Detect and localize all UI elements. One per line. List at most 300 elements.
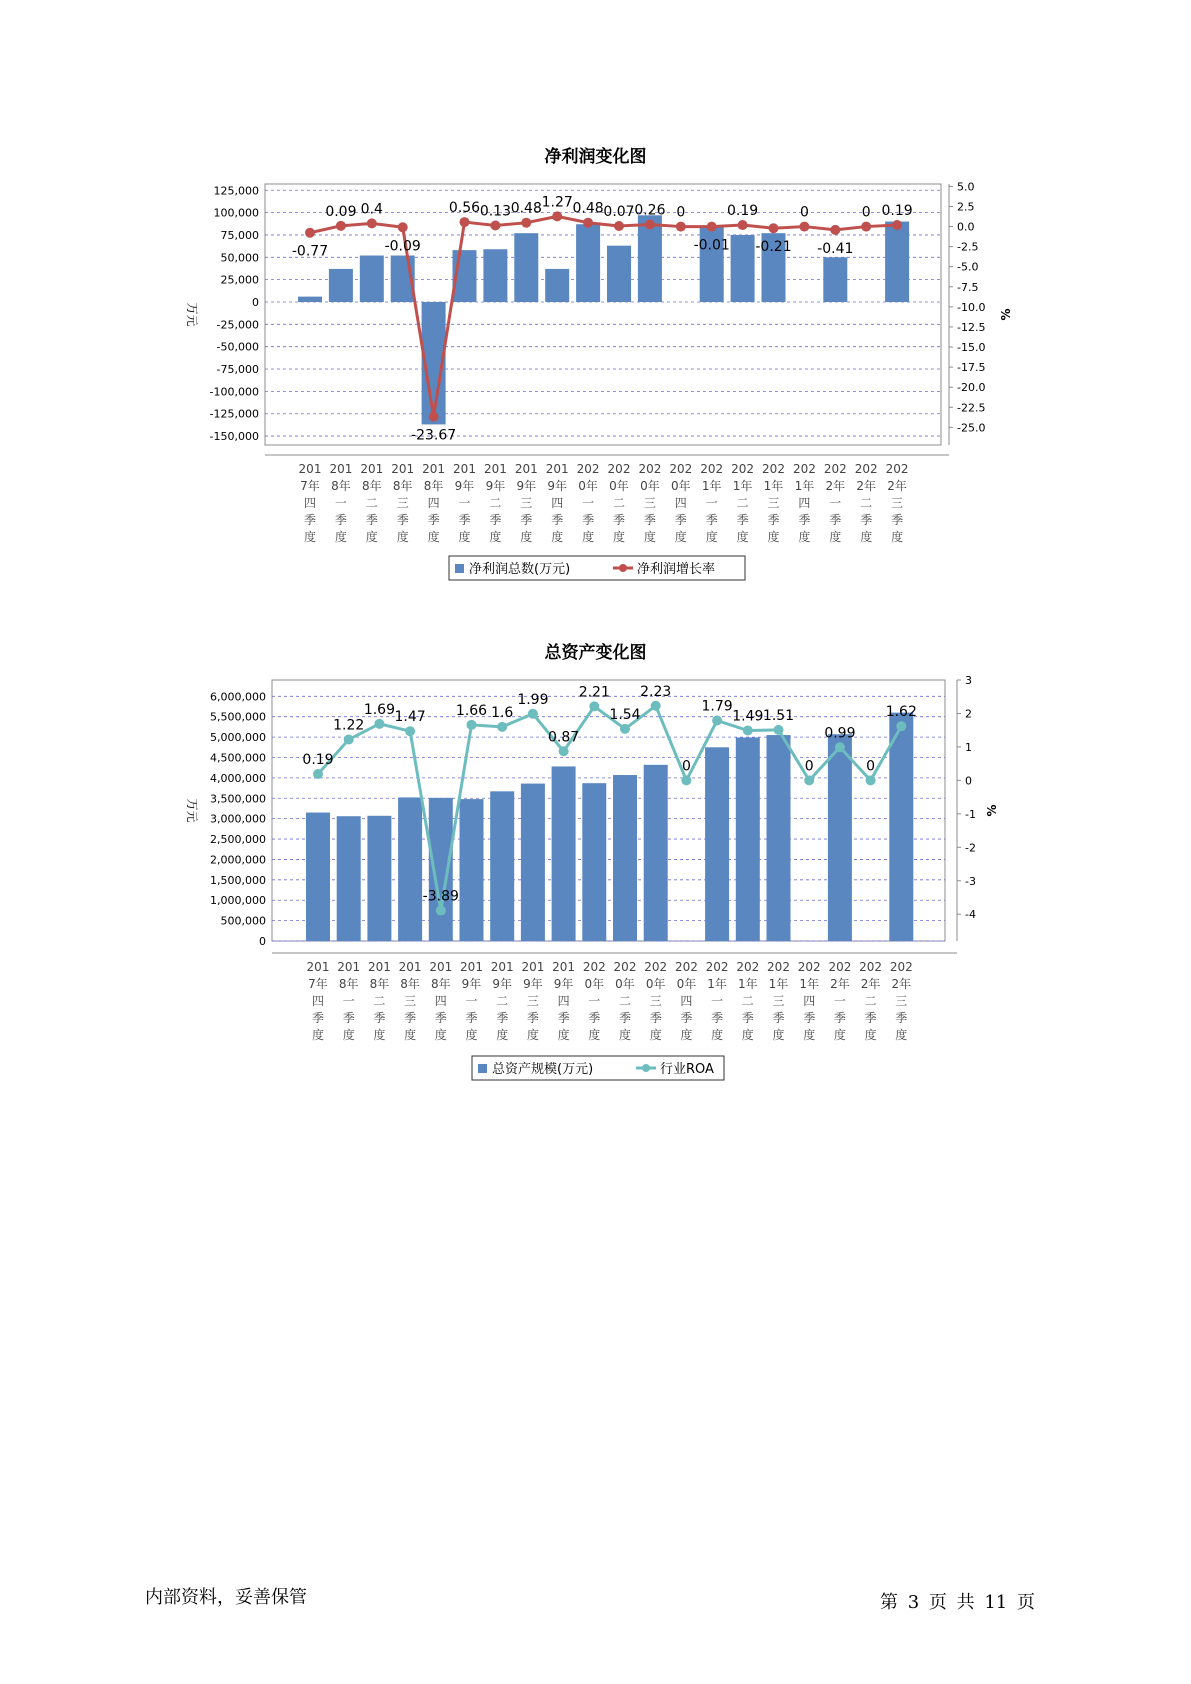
data-label-13: 1.79 [701, 698, 733, 715]
x-tick-label: 三 [649, 994, 662, 1008]
x-tick-label: 9年 [485, 479, 506, 493]
x-tick-label: 202 [823, 462, 847, 476]
x-tick-label: 201 [391, 462, 415, 476]
data-label-13: -0.01 [693, 237, 730, 254]
x-tick-label: 201 [337, 960, 361, 974]
x-tick-label: 季 [680, 1011, 693, 1025]
x-tick-label: 度 [303, 530, 317, 544]
bar-1 [337, 816, 361, 941]
x-tick-label: 四 [557, 994, 570, 1008]
x-tick-label: 0年 [578, 479, 598, 493]
net-profit-chart-title: 净利润变化图 [544, 147, 647, 167]
x-tick-label: 度 [895, 1028, 908, 1042]
x-tick-label: 8年 [361, 479, 382, 493]
x-tick-label: 季 [833, 1011, 846, 1025]
x-tick-label: 201 [360, 462, 384, 476]
y-tick-label: 125,000 [213, 184, 259, 198]
x-tick-label: 四 [303, 496, 317, 510]
x-tick-label: 8年 [392, 479, 413, 493]
y2-tick-label: -5.0 [957, 260, 979, 274]
line-point-11 [645, 219, 655, 229]
line-point-8 [552, 211, 562, 221]
x-tick-label: 8年 [423, 479, 444, 493]
y-tick-label: 100,000 [213, 206, 259, 220]
y-tick-label: 1,000,000 [210, 894, 266, 908]
bar-13 [705, 747, 729, 941]
line-point-16 [804, 775, 814, 785]
x-tick-label: 季 [489, 513, 502, 527]
y-tick-label: 3,500,000 [210, 792, 266, 806]
line-point-14 [738, 220, 748, 230]
x-tick-label: 1年 [799, 977, 820, 991]
y2-tick-label: -4 [965, 908, 976, 922]
data-label-19: 1.62 [885, 704, 917, 721]
x-tick-label: 202 [885, 462, 909, 476]
x-tick-label: 202 [607, 462, 631, 476]
x-tick-label: 二 [864, 994, 877, 1008]
x-tick-label: 9年 [547, 479, 568, 493]
x-tick-label: 1年 [768, 977, 789, 991]
x-tick-label: 度 [526, 1028, 539, 1042]
line-point-10 [620, 724, 630, 734]
x-tick-label: 201 [429, 960, 453, 974]
y-tick-label: -50,000 [216, 340, 259, 354]
x-tick-label: 201 [490, 960, 514, 974]
y2-tick-label: -20.0 [957, 381, 986, 395]
data-label-1: 1.22 [333, 717, 365, 734]
x-tick-label: 202 [828, 960, 852, 974]
y-tick-label: 2,000,000 [210, 853, 266, 867]
data-label-12: 0 [676, 204, 686, 221]
line-point-10 [614, 221, 624, 231]
x-tick-label: 四 [680, 994, 693, 1008]
line-point-7 [528, 709, 538, 719]
data-label-10: 1.54 [609, 706, 641, 723]
x-tick-label: 一 [458, 496, 471, 510]
line-point-5 [467, 720, 477, 730]
x-tick-label: 201 [453, 462, 476, 476]
x-tick-label: 一 [833, 994, 846, 1008]
x-tick-label: 度 [680, 1028, 693, 1042]
line-point-9 [583, 218, 593, 228]
x-tick-label: 202 [700, 462, 724, 476]
line-point-1 [344, 735, 354, 745]
line-point-8 [559, 746, 569, 756]
y2-tick-label: 2 [965, 707, 972, 721]
x-tick-label: 202 [613, 960, 637, 974]
bar-9 [576, 224, 600, 302]
x-tick-label: 季 [860, 513, 873, 527]
line-point-12 [681, 775, 691, 785]
x-tick-label: 7年 [308, 977, 328, 991]
legend-bar-swatch [455, 564, 464, 573]
x-tick-label: 季 [612, 513, 626, 527]
x-tick-label: 四 [803, 994, 816, 1008]
x-tick-label: 0年 [676, 977, 697, 991]
x-tick-label: 度 [741, 1028, 754, 1042]
x-tick-label: 季 [303, 513, 317, 527]
bar-19 [889, 713, 913, 941]
x-tick-label: 2年 [891, 977, 912, 991]
x-tick-label: 9年 [492, 977, 513, 991]
x-tick-label: 季 [736, 513, 749, 527]
bar-17 [828, 734, 852, 941]
line-point-18 [866, 775, 876, 785]
y-tick-label: 0 [252, 295, 259, 309]
data-label-2: 0.4 [360, 201, 383, 218]
line-point-3 [398, 222, 408, 232]
y-tick-label: -150,000 [209, 430, 259, 444]
x-tick-label: 度 [489, 530, 502, 544]
x-tick-label: 季 [895, 1011, 908, 1025]
line-point-19 [896, 721, 906, 731]
x-tick-label: 度 [458, 530, 471, 544]
line-point-9 [589, 701, 599, 711]
line-point-16 [799, 222, 809, 232]
x-tick-label: 一 [705, 496, 718, 510]
x-tick-label: 季 [649, 1011, 662, 1025]
y2-axis-title: % [999, 308, 1013, 321]
x-tick-label: 季 [803, 1011, 816, 1025]
line-point-17 [835, 742, 845, 752]
x-tick-label: 度 [365, 530, 378, 544]
x-tick-label: 三 [895, 994, 908, 1008]
data-label-15: 1.51 [762, 707, 795, 724]
x-tick-label: 9年 [523, 977, 543, 991]
data-label-8: 0.87 [548, 729, 580, 746]
x-tick-label: 度 [803, 1028, 816, 1042]
legend-bar-label: 总资产规模(万元) [492, 1062, 594, 1077]
x-tick-label: 季 [311, 1011, 325, 1025]
x-tick-label: 202 [859, 960, 883, 974]
x-tick-label: 9年 [454, 479, 475, 493]
data-label-14: 0.19 [727, 203, 759, 220]
data-label-12: 0 [681, 758, 691, 775]
bar-0 [306, 813, 330, 941]
line-point-7 [521, 218, 531, 228]
x-tick-label: 度 [427, 530, 440, 544]
x-tick-label: 季 [373, 1011, 386, 1025]
total-assets-chart [0, 660, 1191, 1090]
x-tick-label: 201 [306, 960, 330, 974]
x-tick-label: 季 [342, 1011, 355, 1025]
x-tick-label: 202 [889, 960, 913, 974]
x-tick-label: 度 [829, 530, 842, 544]
x-tick-label: 8年 [400, 977, 420, 991]
data-label-16: 0 [804, 758, 814, 775]
x-tick-label: 季 [588, 1011, 601, 1025]
legend-bar-swatch [478, 1064, 487, 1073]
bar-1 [329, 269, 353, 302]
legend-line-label: 行业ROA [660, 1062, 714, 1077]
line-point-18 [861, 222, 871, 232]
x-tick-label: 季 [741, 1011, 754, 1025]
x-tick-label: 0年 [670, 479, 691, 493]
y2-tick-label: -22.5 [957, 401, 986, 415]
bar-9 [582, 783, 606, 941]
x-tick-label: 季 [427, 513, 440, 527]
line-point-19 [892, 220, 902, 230]
bar-14 [736, 738, 760, 941]
x-tick-label: 1年 [737, 977, 758, 991]
x-tick-label: 201 [460, 960, 483, 974]
x-tick-label: 0年 [609, 479, 629, 493]
line-point-1 [336, 221, 346, 231]
x-tick-label: 202 [705, 960, 729, 974]
data-label-15: -0.21 [755, 239, 792, 256]
y-tick-label: 6,000,000 [210, 690, 266, 704]
data-label-19: 0.19 [881, 203, 913, 220]
x-tick-label: 度 [767, 530, 780, 544]
y-tick-label: 5,500,000 [210, 710, 266, 724]
bar-10 [613, 775, 637, 941]
x-tick-label: 度 [618, 1028, 632, 1042]
y2-tick-label: -25.0 [957, 421, 986, 435]
x-tick-label: 二 [496, 994, 509, 1008]
x-tick-label: 2年 [887, 479, 907, 493]
x-tick-label: 二 [741, 994, 754, 1008]
x-tick-label: 201 [521, 960, 545, 974]
x-tick-label: 度 [520, 530, 533, 544]
x-tick-label: 度 [798, 530, 811, 544]
x-tick-label: 四 [434, 994, 447, 1008]
y-tick-label: -25,000 [216, 318, 259, 332]
x-tick-label: 8年 [369, 977, 390, 991]
x-tick-label: 季 [434, 1011, 447, 1025]
line-point-15 [769, 223, 779, 233]
x-tick-label: 2年 [830, 977, 850, 991]
data-label-4: -23.67 [411, 427, 457, 444]
data-label-14: 1.49 [732, 708, 764, 725]
y-tick-label: -75,000 [216, 363, 259, 377]
x-tick-label: 9年 [516, 479, 537, 493]
x-tick-label: 三 [404, 994, 417, 1008]
data-label-18: 0 [861, 204, 871, 221]
y2-tick-label: -10.0 [957, 300, 986, 314]
x-tick-label: 202 [576, 462, 600, 476]
x-tick-label: 一 [711, 994, 724, 1008]
x-tick-label: 四 [311, 994, 325, 1008]
y-tick-label: 500,000 [220, 914, 266, 928]
y2-tick-label: -15.0 [957, 341, 986, 355]
x-tick-label: 三 [643, 496, 656, 510]
legend-line-label: 净利润增长率 [637, 562, 716, 577]
x-tick-label: 度 [311, 1028, 325, 1042]
line-point-13 [712, 715, 722, 725]
x-tick-label: 8年 [338, 977, 359, 991]
x-tick-label: 9年 [553, 977, 574, 991]
x-tick-label: 季 [458, 513, 471, 527]
x-tick-label: 202 [797, 960, 821, 974]
x-tick-label: 二 [489, 496, 502, 510]
line-point-4 [429, 412, 439, 422]
legend-line-marker [619, 564, 627, 572]
x-tick-label: 度 [860, 530, 873, 544]
line-point-17 [830, 225, 840, 235]
x-tick-label: 二 [618, 994, 632, 1008]
x-tick-label: 2年 [825, 479, 846, 493]
x-tick-label: 二 [736, 496, 749, 510]
x-tick-label: 度 [582, 530, 595, 544]
y2-tick-label: 0.0 [957, 220, 975, 234]
bar-5 [460, 799, 484, 941]
bar-14 [731, 235, 755, 302]
x-tick-label: 季 [582, 513, 595, 527]
x-tick-label: 三 [520, 496, 533, 510]
x-tick-label: 季 [891, 513, 904, 527]
x-tick-label: 度 [772, 1028, 785, 1042]
y-tick-label: 50,000 [220, 251, 259, 265]
x-tick-label: 度 [588, 1028, 601, 1042]
line-point-15 [774, 725, 784, 735]
x-tick-label: 度 [557, 1028, 570, 1042]
y-tick-label: -100,000 [209, 385, 259, 399]
y-tick-label: -125,000 [209, 407, 259, 421]
x-tick-label: 201 [422, 462, 446, 476]
line-point-4 [436, 906, 446, 916]
x-tick-label: 季 [674, 513, 687, 527]
x-tick-label: 201 [398, 960, 422, 974]
x-tick-label: 四 [798, 496, 811, 510]
x-tick-label: 四 [674, 496, 687, 510]
x-tick-label: 201 [545, 462, 569, 476]
y-tick-label: 25,000 [220, 273, 259, 287]
data-label-17: 0.99 [824, 725, 856, 742]
x-tick-label: 一 [829, 496, 842, 510]
bar-2 [360, 256, 384, 302]
x-tick-label: 四 [551, 496, 564, 510]
x-tick-label: 一 [582, 496, 595, 510]
x-tick-label: 7年 [300, 479, 320, 493]
data-label-3: -0.09 [384, 238, 421, 255]
bar-2 [367, 816, 391, 941]
line-point-2 [367, 218, 377, 228]
x-tick-label: 季 [465, 1011, 478, 1025]
data-label-5: 1.66 [455, 702, 488, 719]
x-tick-label: 度 [736, 530, 749, 544]
data-label-6: 1.6 [491, 704, 514, 721]
x-tick-label: 度 [612, 530, 626, 544]
data-label-10: 0.07 [603, 204, 635, 221]
y-tick-label: 5,000,000 [210, 731, 266, 745]
x-tick-label: 202 [792, 462, 816, 476]
y-tick-label: 2,500,000 [210, 833, 266, 847]
x-tick-label: 度 [342, 1028, 355, 1042]
data-label-3: 1.47 [394, 709, 426, 726]
line-point-5 [460, 217, 470, 227]
x-tick-label: 季 [365, 513, 378, 527]
x-tick-label: 2年 [856, 479, 877, 493]
y-tick-label: 4,000,000 [210, 771, 266, 785]
x-tick-label: 三 [526, 994, 539, 1008]
x-tick-label: 季 [396, 513, 409, 527]
x-tick-label: 季 [772, 1011, 785, 1025]
x-tick-label: 度 [434, 1028, 447, 1042]
data-label-16: 0 [799, 204, 809, 221]
x-tick-label: 度 [551, 530, 564, 544]
x-tick-label: 9年 [461, 977, 482, 991]
x-tick-label: 二 [365, 496, 378, 510]
x-tick-label: 202 [767, 960, 790, 974]
x-tick-label: 度 [643, 530, 656, 544]
data-label-0: -0.77 [291, 243, 329, 260]
x-tick-label: 201 [483, 462, 507, 476]
bar-3 [398, 797, 422, 941]
x-tick-label: 一 [342, 994, 355, 1008]
y2-tick-label: -7.5 [957, 280, 979, 294]
line-point-0 [313, 769, 323, 779]
x-tick-label: 202 [854, 462, 878, 476]
bar-15 [767, 735, 791, 941]
bar-17 [823, 257, 847, 302]
y-axis-title: 万元 [185, 798, 199, 823]
x-tick-label: 季 [334, 513, 347, 527]
y2-tick-label: -1 [965, 807, 976, 821]
bar-8 [545, 269, 569, 302]
bar-11 [644, 765, 668, 941]
data-label-9: 2.21 [578, 684, 610, 701]
x-tick-label: 季 [551, 513, 564, 527]
x-tick-label: 0年 [645, 977, 666, 991]
x-tick-label: 度 [891, 530, 904, 544]
x-tick-label: 一 [334, 496, 347, 510]
y2-tick-label: -2 [965, 841, 976, 855]
legend-line-marker [642, 1064, 650, 1072]
x-tick-label: 度 [705, 530, 718, 544]
x-tick-label: 二 [373, 994, 386, 1008]
line-point-12 [676, 222, 686, 232]
line-point-6 [497, 722, 507, 732]
y2-tick-label: -12.5 [957, 320, 986, 334]
x-tick-label: 季 [404, 1011, 417, 1025]
data-label-5: 0.56 [448, 200, 481, 217]
footer-confidential-note: 内部资料，妥善保管 [145, 1587, 307, 1608]
x-tick-label: 度 [373, 1028, 386, 1042]
line-point-14 [743, 726, 753, 736]
x-tick-label: 度 [649, 1028, 662, 1042]
x-tick-label: 度 [864, 1028, 877, 1042]
y2-tick-label: -17.5 [957, 361, 986, 375]
x-tick-label: 2年 [860, 977, 881, 991]
y2-tick-label: 2.5 [957, 200, 975, 214]
x-tick-label: 度 [334, 530, 347, 544]
data-label-17: -0.41 [817, 240, 854, 257]
x-tick-label: 季 [864, 1011, 877, 1025]
x-tick-label: 季 [711, 1011, 724, 1025]
y2-tick-label: 1 [965, 740, 972, 754]
x-tick-label: 一 [465, 994, 478, 1008]
bar-10 [607, 246, 631, 302]
x-tick-label: 202 [762, 462, 785, 476]
x-tick-label: 0年 [584, 977, 605, 991]
x-tick-label: 二 [860, 496, 873, 510]
x-tick-label: 201 [552, 960, 576, 974]
x-tick-label: 三 [396, 496, 409, 510]
y2-tick-label: 0 [965, 774, 972, 788]
y2-tick-label: 3 [965, 674, 972, 687]
x-tick-label: 202 [638, 462, 662, 476]
x-tick-label: 202 [674, 960, 698, 974]
line-point-13 [707, 222, 717, 232]
data-label-8: 1.27 [541, 194, 573, 211]
line-point-11 [651, 701, 661, 711]
x-tick-label: 度 [711, 1028, 724, 1042]
bar-6 [483, 249, 507, 302]
x-tick-label: 季 [496, 1011, 509, 1025]
y2-axis-title: % [985, 804, 999, 817]
x-tick-label: 三 [891, 496, 904, 510]
footer-page-number: 第 3 页 共 11 页 [880, 1592, 1035, 1613]
